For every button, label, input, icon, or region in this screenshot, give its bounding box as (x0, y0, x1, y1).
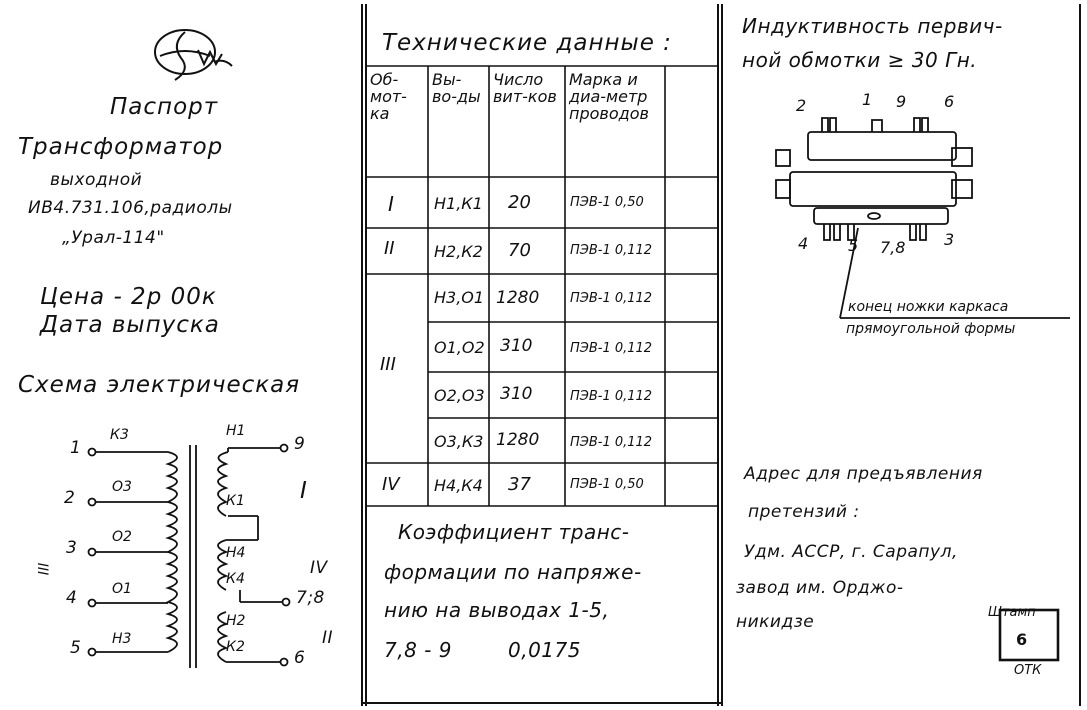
tap-n4-label: Н4 (226, 545, 246, 561)
tap-k4-label: К4 (226, 571, 245, 587)
pin-1-label: 1 (70, 438, 82, 458)
row2-winding: II (384, 238, 395, 259)
row4-leads: О1,О2 (434, 338, 485, 357)
row5-wire: ПЭВ-1 0,112 (570, 389, 653, 404)
row3-leads: Н3,О1 (434, 288, 485, 307)
bobbin-pin-1: 1 (862, 90, 873, 109)
row1-winding: I (388, 192, 394, 216)
header-leads: Вы-во-ды (432, 70, 481, 106)
bobbin-pin-2: 2 (796, 96, 807, 115)
row5-leads: О2,О3 (434, 386, 485, 405)
price-label: Цена - 2р 00к (40, 284, 217, 310)
row4-winding: III (380, 354, 396, 375)
row3-turns: 1280 (496, 288, 540, 308)
row2-turns: 70 (508, 240, 531, 261)
tap-o1-label: О1 (112, 581, 132, 597)
inductance-line-2: ной обмотки ≥ 30 Гн. (742, 48, 978, 72)
coef-line-2: формации по напряже- (384, 560, 642, 584)
coef-line-1: Коэффициент транс- (398, 520, 630, 544)
transformer-label: Трансформатор (18, 134, 224, 160)
tap-n2-label: Н2 (226, 613, 246, 629)
release-date-label: Дата выпуска (40, 312, 220, 338)
tech-table-grid (366, 66, 718, 506)
row4-wire: ПЭВ-1 0,112 (570, 341, 653, 356)
row5-turns: 310 (500, 384, 533, 404)
note-line-1: конец ножки каркаса (848, 299, 1009, 315)
stamp-number: 6 (1016, 630, 1029, 649)
radio-model: „Урал-114" (62, 228, 165, 248)
winding-I-label: I (300, 478, 308, 504)
pin-7-8-label: 7;8 (296, 588, 325, 608)
header-turns: Число вит-ков (493, 70, 557, 106)
pin-5-label: 5 (70, 638, 82, 658)
stamp-top: Штамп (988, 605, 1036, 620)
bobbin-pin-5: 5 (848, 236, 859, 255)
tap-k1-label: К1 (226, 493, 245, 509)
address-line-4: завод им. Орджо- (736, 578, 904, 598)
address-line-2: претензий : (748, 502, 860, 522)
coef-line-3: нию на выводах 1-5, (384, 598, 610, 622)
factory-logo-icon (155, 30, 232, 80)
bobbin-pin-4: 4 (798, 234, 809, 253)
coef-value: 0,0175 (508, 638, 581, 662)
bobbin-pin-7-8: 7,8 (880, 238, 906, 257)
row1-turns: 20 (508, 192, 531, 213)
note-line-2: прямоугольной формы (846, 321, 1016, 337)
bobbin-pin-6: 6 (944, 92, 955, 111)
tap-o3-label: О3 (112, 479, 132, 495)
row2-leads: Н2,К2 (434, 242, 483, 261)
pin-6-label: 6 (294, 648, 306, 668)
row6-turns: 1280 (496, 430, 540, 450)
stamp-bottom: ОТК (1014, 663, 1042, 678)
row7-leads: Н4,К4 (434, 476, 483, 495)
winding-II-label: II (322, 628, 334, 648)
bobbin-pin-3: 3 (944, 230, 955, 249)
pin-2-label: 2 (64, 488, 76, 508)
tap-o2-label: О2 (112, 529, 132, 545)
row6-leads: О3,К3 (434, 432, 484, 451)
tap-n1-label: Н1 (226, 423, 246, 439)
inductance-line-1: Индуктивность первич- (742, 14, 1003, 38)
row1-leads: Н1,К1 (434, 194, 483, 213)
tech-data-title: Технические данные : (382, 30, 672, 56)
row7-wire: ПЭВ-1 0,50 (570, 477, 644, 492)
row6-wire: ПЭВ-1 0,112 (570, 435, 653, 450)
schema-title: Схема электрическая (18, 372, 301, 398)
row7-winding: IV (382, 474, 400, 495)
winding-IV-label: IV (310, 558, 328, 578)
pin-4-label: 4 (66, 588, 78, 608)
coef-line-4: 7,8 - 9 (384, 638, 452, 662)
row4-turns: 310 (500, 336, 533, 356)
document-number: ИВ4.731.106,радиолы (28, 198, 233, 218)
row3-wire: ПЭВ-1 0,112 (570, 291, 653, 306)
header-wire: Марка и диа-метр проводов (569, 70, 649, 123)
address-line-3: Удм. АССР, г. Сарапул, (744, 542, 958, 562)
tap-k3-label: К3 (110, 427, 129, 443)
tap-k2-label: К2 (226, 639, 245, 655)
address-line-5: никидзе (736, 612, 815, 632)
bobbin-pin-9: 9 (896, 92, 907, 111)
passport-title: Паспорт (110, 94, 219, 120)
tap-n3-label: Н3 (112, 631, 132, 647)
address-line-1: Адрес для предъявления (744, 464, 983, 484)
row7-turns: 37 (508, 474, 531, 495)
header-winding: Об-мот-ка (370, 70, 407, 123)
pin-3-label: 3 (66, 538, 78, 558)
row2-wire: ПЭВ-1 0,112 (570, 243, 653, 258)
row1-wire: ПЭВ-1 0,50 (570, 195, 644, 210)
winding-III-label: III (34, 562, 51, 576)
pin-9-label: 9 (294, 434, 306, 454)
transformer-type: выходной (50, 170, 143, 190)
